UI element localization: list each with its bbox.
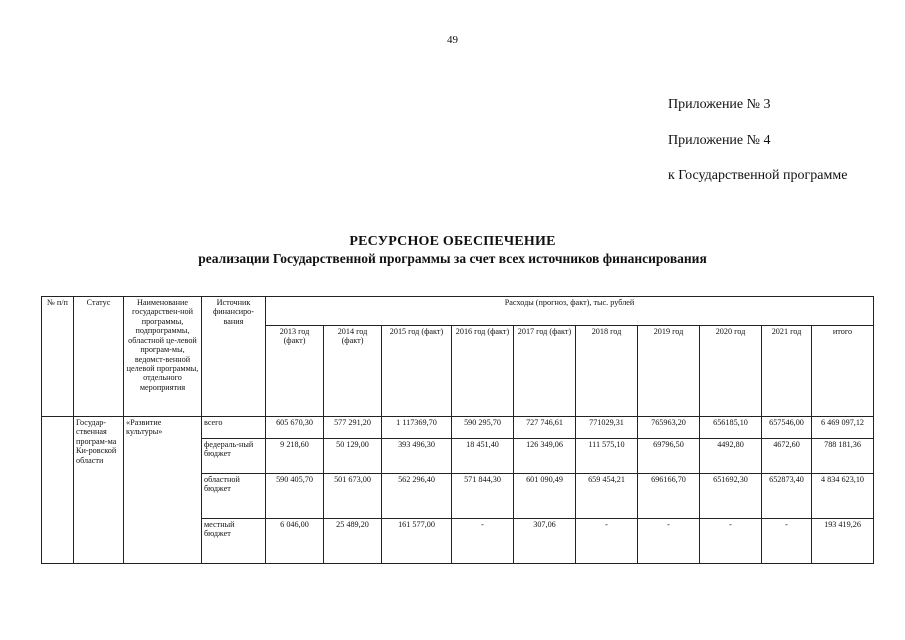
cell-value: - — [762, 519, 812, 564]
cell-status: Государ-ственная програм-ма Ки-ровской области — [74, 417, 124, 564]
cell-value: 18 451,40 — [452, 439, 514, 474]
header-year: 2016 год (факт) — [452, 326, 514, 417]
cell-value: 126 349,06 — [514, 439, 576, 474]
cell-value: 765963,20 — [638, 417, 700, 439]
header-num: № п/п — [42, 297, 74, 417]
cell-value: - — [700, 519, 762, 564]
document-title: РЕСУРСНОЕ ОБЕСПЕЧЕНИЕ — [349, 234, 556, 249]
cell-total: 4 834 623,10 — [812, 474, 874, 519]
header-year: 2020 год — [700, 326, 762, 417]
cell-value: 601 090,49 — [514, 474, 576, 519]
cell-total: 788 181,36 — [812, 439, 874, 474]
table-row — [42, 417, 874, 439]
cell-value: 9 218,60 — [266, 439, 324, 474]
cell-value: 111 575,10 — [576, 439, 638, 474]
cell-value: 161 577,00 — [382, 519, 452, 564]
cell-value: 25 489,20 — [324, 519, 382, 564]
cell-value: 307,06 — [514, 519, 576, 564]
header-total: итого — [812, 326, 874, 417]
header-expenses: Расходы (прогноз, факт), тыс. рублей — [266, 297, 874, 326]
cell-value: 771029,31 — [576, 417, 638, 439]
cell-total: 6 469 097,12 — [812, 417, 874, 439]
cell-value: 562 296,40 — [382, 474, 452, 519]
header-year: 2019 год — [638, 326, 700, 417]
header-name: Наименование государствен-ной программы, подпрограммы, областной це-левой програм-мы, ведомст-венной целевой программы, отдельного мероприятия — [124, 297, 202, 417]
cell-value: 4672,60 — [762, 439, 812, 474]
cell-value: 393 496,30 — [382, 439, 452, 474]
header-year: 2018 год — [576, 326, 638, 417]
cell-value: 69796,50 — [638, 439, 700, 474]
cell-value: 4492,80 — [700, 439, 762, 474]
cell-value: - — [576, 519, 638, 564]
cell-value: 590 295,70 — [452, 417, 514, 439]
resource-table — [41, 296, 874, 564]
cell-source: всего — [202, 417, 266, 439]
header-year: 2014 год (факт) — [324, 326, 382, 417]
header-year: 2021 год — [762, 326, 812, 417]
appendix-line-2: Приложение № 4 — [668, 133, 771, 148]
cell-value: 6 046,00 — [266, 519, 324, 564]
page-number: 49 — [447, 34, 458, 46]
appendix-line-3: к Государственной программе — [668, 168, 848, 183]
cell-value: - — [452, 519, 514, 564]
cell-value: 50 129,00 — [324, 439, 382, 474]
header-year: 2017 год (факт) — [514, 326, 576, 417]
cell-value: 652873,40 — [762, 474, 812, 519]
cell-program-name: «Развитие культуры» — [124, 417, 202, 564]
cell-source: федераль-ный бюджет — [202, 439, 266, 474]
header-year: 2013 год (факт) — [266, 326, 324, 417]
cell-value: 651692,30 — [700, 474, 762, 519]
cell-value: 605 670,30 — [266, 417, 324, 439]
cell-source: областной бюджет — [202, 474, 266, 519]
cell-num — [42, 417, 74, 564]
header-status: Статус — [74, 297, 124, 417]
header-source: Источник финансиро-вания — [202, 297, 266, 417]
cell-value: 656185,10 — [700, 417, 762, 439]
cell-total: 193 419,26 — [812, 519, 874, 564]
document-subtitle: реализации Государственной программы за счет всех источников финансирования — [198, 251, 707, 266]
cell-value: 657546,00 — [762, 417, 812, 439]
cell-value: 727 746,61 — [514, 417, 576, 439]
cell-value: 696166,70 — [638, 474, 700, 519]
cell-value: 659 454,21 — [576, 474, 638, 519]
cell-value: 501 673,00 — [324, 474, 382, 519]
appendix-line-1: Приложение № 3 — [668, 97, 771, 112]
cell-source: местный бюджет — [202, 519, 266, 564]
cell-value: 571 844,30 — [452, 474, 514, 519]
cell-value: 577 291,20 — [324, 417, 382, 439]
cell-value: 590 405,70 — [266, 474, 324, 519]
cell-value: 1 117369,70 — [382, 417, 452, 439]
cell-value: - — [638, 519, 700, 564]
header-year: 2015 год (факт) — [382, 326, 452, 417]
